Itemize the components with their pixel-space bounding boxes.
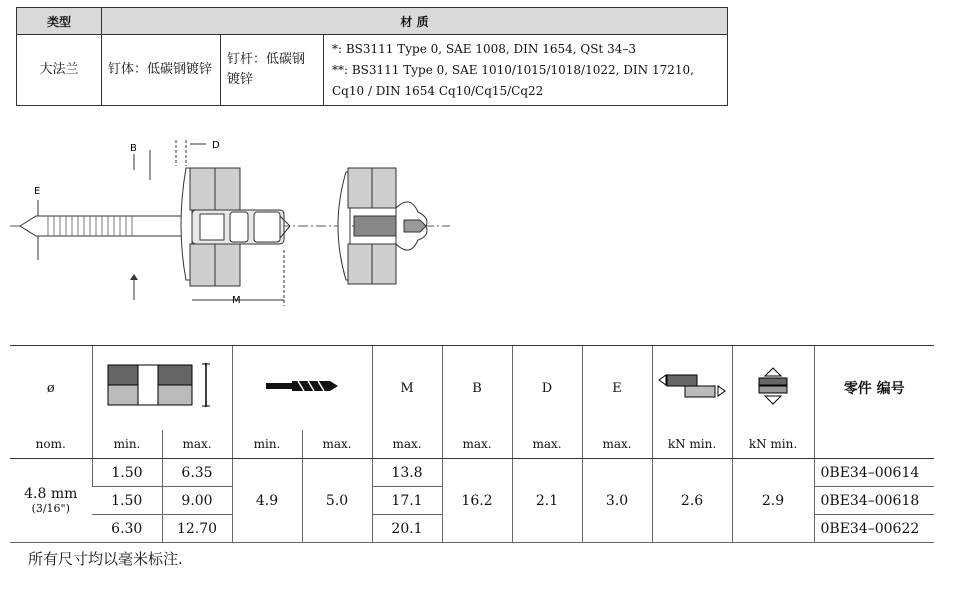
shear-icon-cell — [652, 346, 732, 431]
unit-m: max. — [372, 430, 442, 459]
grip-min: 1.50 — [92, 487, 162, 515]
standard-line-2: **: BS3111 Type 0, SAE 1010/1015/1018/1022, DIN 17210, — [332, 62, 694, 77]
unit-drill-max: max. — [302, 430, 372, 459]
label-d: D — [212, 140, 220, 151]
shear-value: 2.6 — [652, 459, 732, 543]
part-number-header: 零件 编号 — [814, 346, 934, 431]
header-type: 类型 — [17, 8, 102, 35]
grip-range-icon — [106, 363, 218, 409]
unit-drill-min: min. — [232, 430, 302, 459]
drill-icon-cell — [232, 346, 372, 431]
tensile-value: 2.9 — [732, 459, 814, 543]
rivet-type: 大法兰 — [17, 35, 102, 106]
diameter-header: ø — [10, 346, 92, 431]
d-value: 2.1 — [512, 459, 582, 543]
diameter-inch: (3/16") — [31, 502, 70, 515]
unit-e: max. — [582, 430, 652, 459]
m-value: 20.1 — [372, 515, 442, 543]
m-value: 13.8 — [372, 459, 442, 487]
drill-min: 4.9 — [232, 459, 302, 543]
unit-grip-max: max. — [162, 430, 232, 459]
material-table — [16, 7, 728, 106]
diameter-mm: 4.8 mm — [24, 486, 78, 502]
mandrel-material: 钉杆：低碳钢镀锌 — [221, 35, 324, 106]
standard-line-3: Cq10 / DIN 1654 Cq10/Cq15/Cq22 — [332, 83, 544, 98]
rivet-diagram — [0, 120, 470, 320]
footnote: 所有尺寸均以毫米标注. — [28, 550, 183, 568]
unit-b: max. — [442, 430, 512, 459]
m-value: 17.1 — [372, 487, 442, 515]
d-header: D — [512, 346, 582, 431]
drill-bit-icon — [264, 376, 340, 396]
tensile-strength-icon — [753, 366, 793, 406]
b-header: B — [442, 346, 512, 431]
label-b: B — [130, 143, 137, 154]
specification-table — [10, 345, 934, 543]
header-material: 材 质 — [102, 8, 728, 35]
shear-strength-icon — [657, 373, 727, 399]
grip-min: 6.30 — [92, 515, 162, 543]
unit-d: max. — [512, 430, 582, 459]
grip-icon-cell — [92, 346, 232, 431]
grip-max: 6.35 — [162, 459, 232, 487]
unit-grip-min: min. — [92, 430, 162, 459]
unit-tensile: kN min. — [732, 430, 814, 459]
unit-dia: nom. — [10, 430, 92, 459]
material-standards — [324, 35, 728, 106]
grip-max: 9.00 — [162, 487, 232, 515]
grip-min: 1.50 — [92, 459, 162, 487]
grip-max: 12.70 — [162, 515, 232, 543]
drill-max: 5.0 — [302, 459, 372, 543]
m-header: M — [372, 346, 442, 431]
part-number: 0BE34–00618 — [814, 487, 934, 515]
e-header: E — [582, 346, 652, 431]
e-value: 3.0 — [582, 459, 652, 543]
unit-shear: kN min. — [652, 430, 732, 459]
body-material: 钉体：低碳钢镀锌 — [102, 35, 221, 106]
part-number: 0BE34–00614 — [814, 459, 934, 487]
label-e: E — [34, 186, 41, 197]
b-value: 16.2 — [442, 459, 512, 543]
standard-line-1: *: BS3111 Type 0, SAE 1008, DIN 1654, QSt 34–3 — [332, 41, 636, 56]
tensile-icon-cell — [732, 346, 814, 431]
label-m: M — [232, 295, 241, 306]
part-number: 0BE34–00622 — [814, 515, 934, 543]
diameter-cell — [10, 459, 92, 543]
unit-part — [814, 430, 934, 459]
